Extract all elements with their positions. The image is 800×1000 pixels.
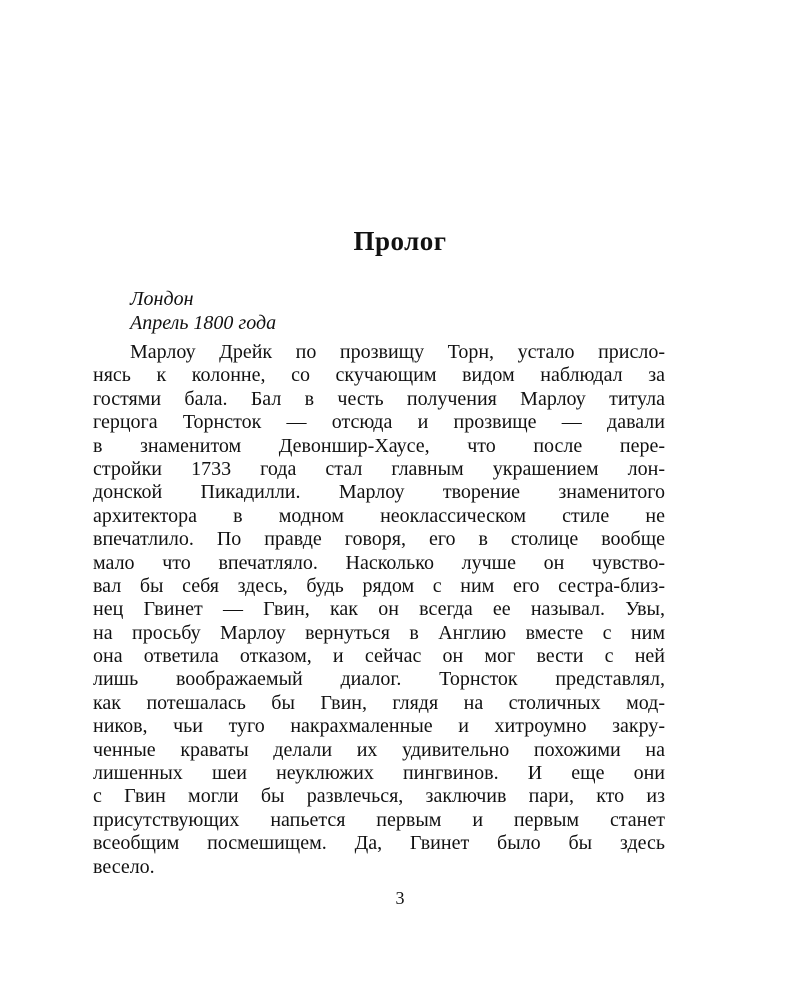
body-paragraph: [93, 341, 665, 879]
text-line: впечатлило. По правде говоря, его в столице вообще: [93, 528, 665, 551]
text-line: как потешалась бы Гвин, глядя на столичных мод-: [93, 691, 665, 714]
text-line: нясь к колонне, со скучающим видом наблюдал за: [93, 364, 665, 387]
text-line: присутствующих напьется первым и первым станет: [93, 808, 665, 831]
text-line: архитектора в модном неоклассическом стиле не: [93, 504, 665, 527]
text-line: Марлоу Дрейк по прозвищу Торн, устало присло-: [130, 341, 665, 363]
chapter-title: Пролог: [353, 226, 447, 256]
text-line: мало что впечатляло. Насколько лучше он чувство-: [93, 551, 665, 574]
text-line: всеобщим посмешищем. Да, Гвинет было бы здесь: [93, 832, 665, 855]
text-line: стройки 1733 года стал главным украшением лон-: [93, 457, 665, 480]
text-line: весело.: [93, 855, 155, 878]
text-line: с Гвин могли бы развлечься, заключив пари, кто из: [93, 785, 665, 808]
text-line: гостями бала. Бал в честь получения Марлоу титула: [93, 387, 665, 410]
text-line: лишенных шеи неуклюжих пингвинов. И еще они: [93, 762, 665, 785]
text-line: нец Гвинет — Гвин, как он всегда ее называл. Увы,: [93, 598, 665, 621]
text-line: донской Пикадилли. Марлоу творение знаменитого: [93, 481, 665, 504]
date-line: Апрель 1800 года: [130, 312, 277, 334]
text-line: лишь воображаемый диалог. Торнсток представлял,: [93, 668, 665, 691]
text-line: вал бы себя здесь, будь рядом с ним его сестра-близ-: [93, 574, 665, 597]
text-line: герцога Торнсток — отсюда и прозвище — давали: [93, 411, 665, 434]
text-line: она ответила отказом, и сейчас он мог вести с ней: [93, 645, 665, 668]
text-line: ников, чьи туго накрахмаленные и хитроумно закру-: [93, 715, 665, 738]
text-line: на просьбу Марлоу вернуться в Англию вместе с ним: [93, 621, 665, 644]
page-number: 3: [395, 888, 405, 908]
text-line: в знаменитом Девоншир-Хаусе, что после пере-: [93, 434, 665, 457]
text-line: ченные краваты делали их удивительно похожими на: [93, 738, 665, 761]
place-line: Лондон: [130, 288, 194, 310]
